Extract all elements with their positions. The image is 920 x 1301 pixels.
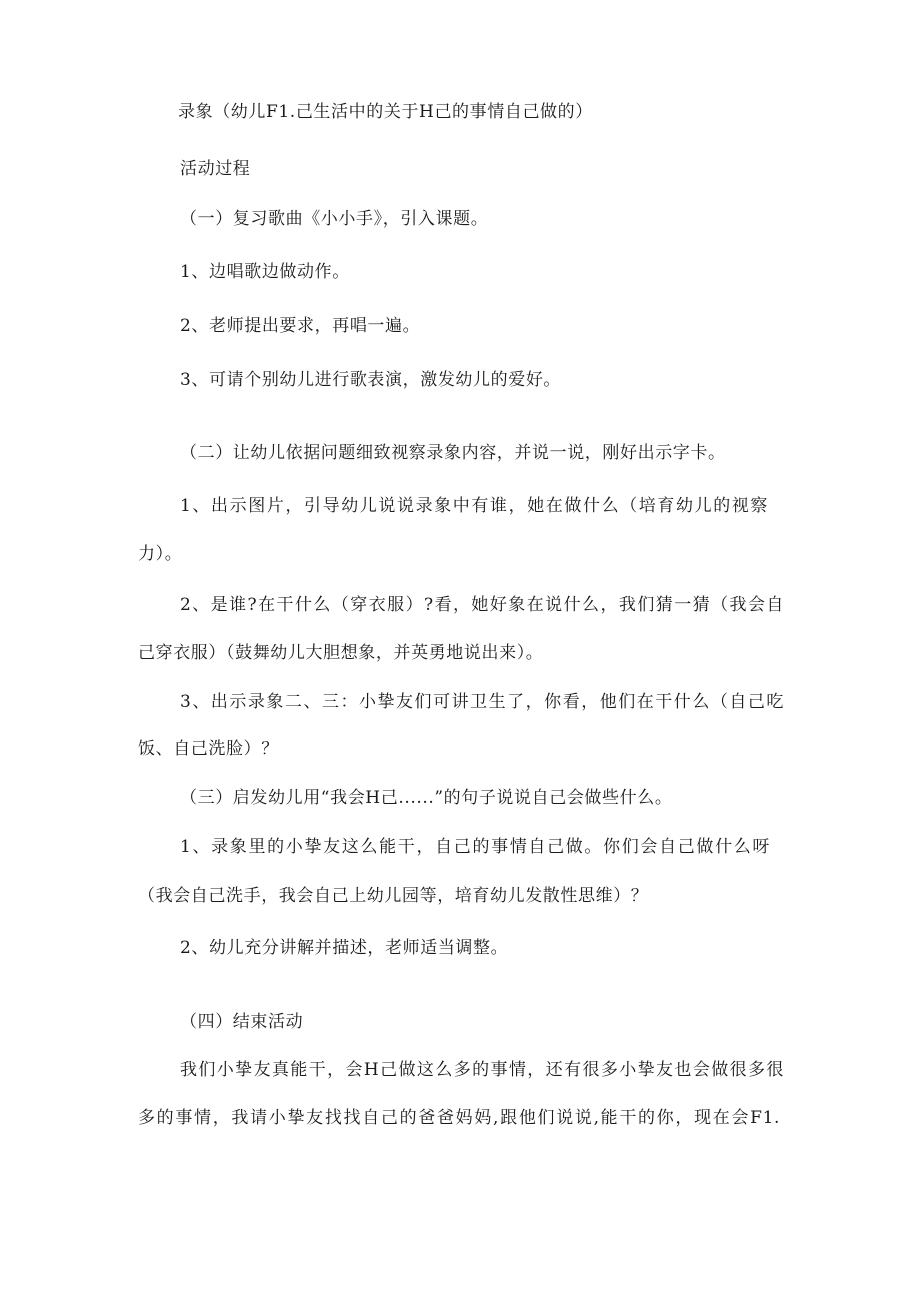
list-item-2-1-line-2: 力）。 xyxy=(138,544,183,564)
heading-activity-process: 活动过程 xyxy=(180,159,251,179)
list-item-2-3-line-2: 饭、自己洗脸）？ xyxy=(138,739,279,759)
closing-paragraph-line-1: 我们小挚友真能干，会H己做这么多的事情，还有很多小挚友也会做很多很 xyxy=(180,1060,784,1080)
list-item-2-2-line-1: 2、是谁?在干什么（穿衣服）?看，她好象在说什么，我们猜一猜（我会自 xyxy=(180,595,784,615)
list-item-3-1-line-2: （我会自己洗手，我会自己上幼儿园等，培育幼儿发散性思维）？ xyxy=(138,886,649,906)
list-item-3-2: 2、幼儿充分讲解并描述，老师适当调整。 xyxy=(180,938,509,958)
list-item-1-1: 1、边唱歌边做动作。 xyxy=(180,262,350,282)
section-heading-1: （一）复习歌曲《小小手》，引入课题。 xyxy=(180,209,489,229)
list-item-2-1-line-1: 1、出示图片，引导幼儿说说录象中有谁，她在做什么（培育幼儿的视察 xyxy=(180,496,768,516)
paragraph-video-note: 录象（幼儿F1.己生活中的关于H己的事情自己做的） xyxy=(178,102,593,122)
list-item-1-3: 3、可请个别幼儿进行歌表演，激发幼儿的爱好。 xyxy=(180,370,562,390)
section-heading-2: （二）让幼儿依据问题细致视察录象内容，并说一说，刚好出示字卡。 xyxy=(180,443,726,463)
list-item-2-3-line-1: 3、出示录象二、三：小挚友们可讲卫生了，你看，他们在干什么（自己吃 xyxy=(180,692,784,712)
list-item-2-2-line-2: 己穿衣服）（鼓舞幼儿大胆想象，并英勇地说出来）。 xyxy=(138,643,544,663)
closing-paragraph-line-2: 多的事情，我请小挚友找找自己的爸爸妈妈,跟他们说说,能干的你，现在会F1. xyxy=(138,1108,780,1128)
section-heading-4: （四）结束活动 xyxy=(180,1012,304,1032)
list-item-3-1-line-1: 1、录象里的小挚友这么能干，自己的事情自己做。你们会自己做什么呀 xyxy=(180,837,770,857)
section-heading-3: （三）启发幼儿用“我会H己......”的句子说说自己会做些什么。 xyxy=(180,788,673,808)
list-item-1-2: 2、老师提出要求，再唱一遍。 xyxy=(180,316,421,336)
